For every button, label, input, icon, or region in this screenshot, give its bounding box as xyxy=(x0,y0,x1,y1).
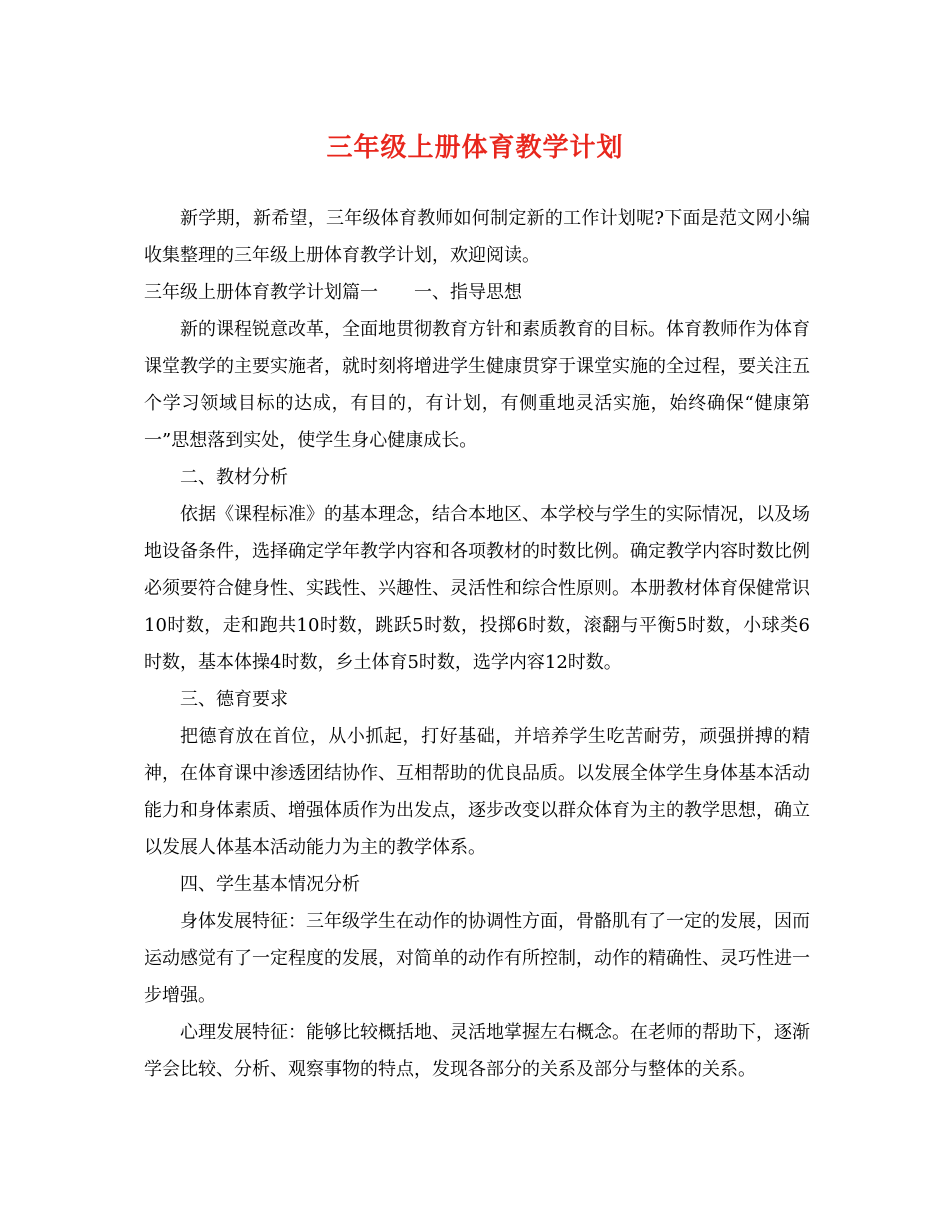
heading-students: 四、学生基本情况分析 xyxy=(180,874,360,895)
document-body xyxy=(144,200,810,1088)
physical-development-paragraph: 身体发展特征：三年级学生在动作的协调性方面，骨骼肌有了一定的发展，因而运动感觉有了一定程度的发展，对简单的动作有所控制，动作的精确性、灵巧性进一步增强。 xyxy=(144,911,810,1006)
heading-materials: 二、教材分析 xyxy=(180,467,288,488)
mental-development-paragraph: 心理发展特征：能够比较概括地、灵活地掌握左右概念。在老师的帮助下，逐渐学会比较、分析、观察事物的特点，发现各部分的关系及部分与整体的关系。 xyxy=(144,1022,810,1080)
section-header-line xyxy=(144,274,810,311)
materials-paragraph: 依据《课程标准》的基本理念，结合本地区、本学校与学生的实际情况，以及场地设备条件，选择确定学年教学内容和各项教材的时数比例。确定教学内容时数比例必须要符合健身性、实践性、兴趣性、灵活性和综合性原则。本册教材体育保健常识10时数，走和跑共10时数，跳跃5时数，投掷6时数，滚翻与平衡5时数，小球类6时数，基本体操4时数，乡土体育5时数，选学内容12时数。 xyxy=(144,504,810,673)
heading-guiding-thought: 一、指导思想 xyxy=(414,282,522,303)
document-title: 三年级上册体育教学计划 xyxy=(326,133,624,163)
moral-paragraph: 把德育放在首位，从小抓起，打好基础，并培养学生吃苦耐劳，顽强拼搏的精神，在体育课中渗透团结协作、互相帮助的优良品质。以发展全体学生身体基本活动能力和身体素质、增强体质作为出发点，逐步改变以群众体育为主的教学思想，确立以发展人体基本活动能力为主的教学体系。 xyxy=(144,726,810,858)
section-header-title: 三年级上册体育教学计划篇一 xyxy=(144,282,378,303)
heading-moral: 三、德育要求 xyxy=(180,689,288,710)
guiding-thought-paragraph: 新的课程锐意改革，全面地贯彻教育方针和素质教育的目标。体育教师作为体育课堂教学的主要实施者，就时刻将增进学生健康贯穿于课堂实施的全过程，要关注五个学习领域目标的达成，有目的，有计划，有侧重地灵活实施，始终确保“健康第一”思想落到实处，使学生身心健康成长。 xyxy=(144,319,810,451)
intro-paragraph: 新学期，新希望，三年级体育教师如何制定新的工作计划呢?下面是范文网小编收集整理的三年级上册体育教学计划，欢迎阅读。 xyxy=(144,208,810,266)
